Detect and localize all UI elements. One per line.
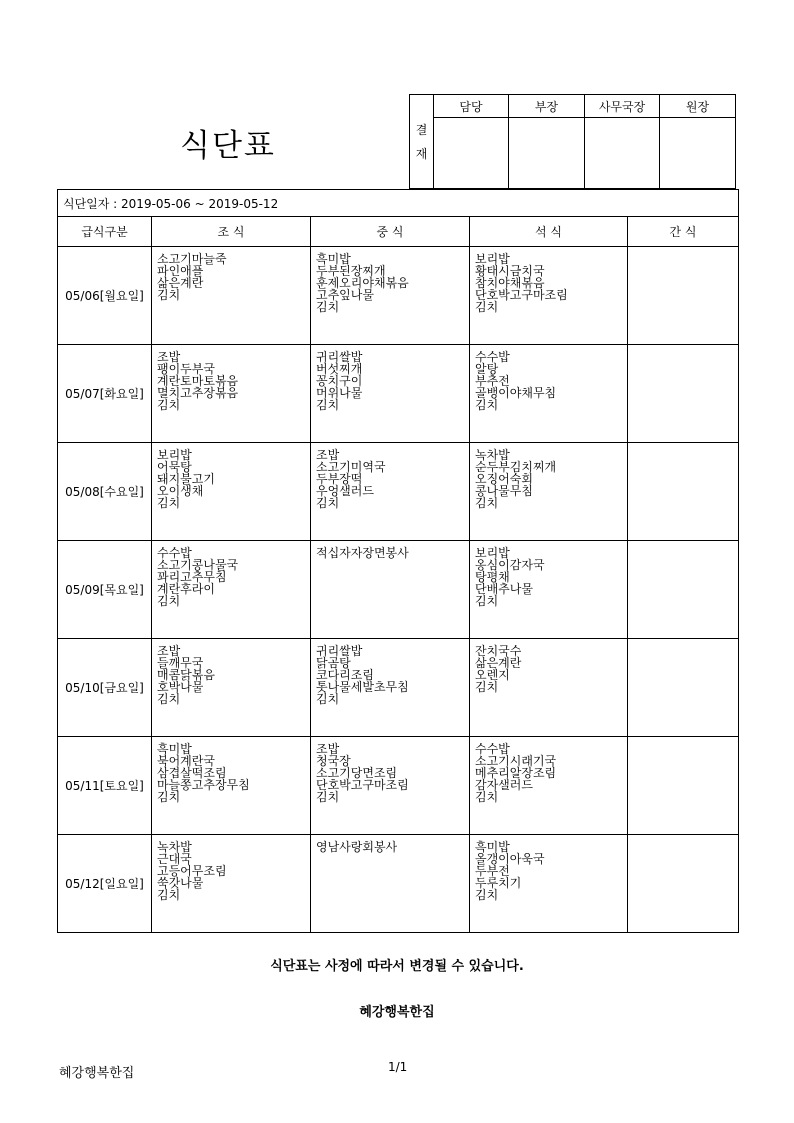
menu-item: 소고기미역국: [316, 460, 386, 474]
menu-item: 감자샐러드: [475, 778, 533, 792]
menu-item: 꽈리고추무침: [157, 570, 227, 584]
lunch-cell: [311, 737, 470, 835]
dinner-cell: [470, 639, 628, 737]
menu-item: 돼지불고기: [157, 472, 215, 486]
menu-item: 황태시금치국: [475, 264, 545, 278]
day-date: 05/06[월요일]: [58, 247, 152, 345]
menu-item: 김치: [475, 398, 499, 412]
menu-item: 김치: [475, 888, 499, 902]
menu-item: 적십자자장면봉사: [316, 546, 409, 560]
menu-item: 소고기시래기국: [475, 754, 557, 768]
snack-cell: [628, 443, 739, 541]
column-header: 급식구분: [58, 217, 152, 247]
day-row: [58, 247, 739, 345]
menu-item: 소고기콩나물국: [157, 558, 239, 572]
menu-item: 매콤닭볶음: [157, 668, 215, 682]
menu-item: 두루치기: [475, 876, 522, 890]
menu-item: 계란토마토볶음: [157, 374, 239, 388]
menu-item: 김치: [316, 790, 340, 804]
approval-box: [409, 94, 736, 189]
signature-cell[interactable]: [585, 118, 660, 189]
menu-item: 들깨무국: [157, 656, 204, 670]
menu-item: 고등어무조림: [157, 864, 227, 878]
snack-cell: [628, 247, 739, 345]
menu-item: 두부전: [475, 864, 510, 878]
column-header: 간 식: [628, 217, 739, 247]
menu-item: 머위나물: [316, 386, 363, 400]
lunch-cell: [311, 443, 470, 541]
menu-item: 김치: [157, 888, 181, 902]
menu-item: 꽁치구이: [316, 374, 363, 388]
menu-item: 김치: [316, 496, 340, 510]
lunch-cell: [311, 247, 470, 345]
breakfast-cell: [152, 835, 311, 933]
breakfast-cell: [152, 541, 311, 639]
menu-item: 부추전: [475, 374, 510, 388]
menu-item: 골뱅이야채무침: [475, 386, 557, 400]
menu-item: 마늘쫑고추장무침: [157, 778, 250, 792]
notice-text: 식단표는 사정에 따라서 변경될 수 있습니다.: [270, 959, 524, 974]
day-date: 05/08[수요일]: [58, 443, 152, 541]
menu-item: 고추잎나물: [316, 288, 374, 302]
menu-item: 호박나물: [157, 680, 204, 694]
day-date: 05/12[일요일]: [58, 835, 152, 933]
menu-item: 귀리쌀밥: [316, 644, 363, 658]
footer-organization: 혜강행복한집: [59, 1066, 135, 1081]
menu-item: 김치: [475, 594, 499, 608]
approval-side-char: 재: [415, 146, 428, 161]
organization-name: 혜강행복한집: [359, 1005, 435, 1020]
menu-item: 흑미밥: [316, 252, 351, 266]
day-date: 05/11[토요일]: [58, 737, 152, 835]
menu-item: 탕평채: [475, 570, 510, 584]
menu-item: 알탕: [475, 362, 499, 376]
menu-item: 잔치국수: [475, 644, 522, 658]
menu-item: 김치: [475, 496, 499, 510]
date-range: 식단일자 : 2019-05-06 ~ 2019-05-12: [58, 190, 739, 217]
menu-item: 영남사랑회봉사: [316, 840, 398, 854]
approval-side-char: 결: [415, 122, 428, 137]
menu-item: 보리밥: [475, 546, 510, 560]
signature-cell[interactable]: [509, 118, 585, 189]
menu-item: 녹차밥: [157, 840, 192, 854]
dinner-cell: [470, 737, 628, 835]
day-row: [58, 541, 739, 639]
dinner-cell: [470, 443, 628, 541]
menu-item: 참치야채볶음: [475, 276, 545, 290]
snack-cell: [628, 737, 739, 835]
menu-item: 김치: [475, 300, 499, 314]
signature-cell[interactable]: [660, 118, 736, 189]
day-row: [58, 835, 739, 933]
menu-item: 김치: [157, 692, 181, 706]
day-row: [58, 443, 739, 541]
menu-item: 콩나물무침: [475, 484, 533, 498]
menu-item: 계란후라이: [157, 582, 215, 596]
menu-item: 김치: [316, 300, 340, 314]
dinner-cell: [470, 247, 628, 345]
snack-cell: [628, 345, 739, 443]
menu-item: 소고기마늘죽: [157, 252, 227, 266]
menu-item: 김치: [157, 398, 181, 412]
menu-item: 삶은계란: [157, 276, 204, 290]
menu-item: 버섯찌개: [316, 362, 363, 376]
column-header: 중 식: [311, 217, 470, 247]
day-date: 05/10[금요일]: [58, 639, 152, 737]
approval-header: 사무국장: [585, 95, 660, 118]
approval-header: 원장: [660, 95, 736, 118]
menu-item: 김치: [157, 594, 181, 608]
snack-cell: [628, 541, 739, 639]
day-row: [58, 737, 739, 835]
menu-item: 청국장: [316, 754, 351, 768]
dinner-cell: [470, 835, 628, 933]
snack-cell: [628, 835, 739, 933]
dinner-cell: [470, 541, 628, 639]
breakfast-cell: [152, 737, 311, 835]
menu-item: 김치: [316, 398, 340, 412]
lunch-cell: [311, 639, 470, 737]
menu-item: 근대국: [157, 852, 192, 866]
menu-item: 순두부김치찌개: [475, 460, 557, 474]
menu-item: 김치: [157, 496, 181, 510]
menu-item: 닭곰탕: [316, 656, 351, 670]
menu-item: 조밥: [157, 350, 181, 364]
menu-item: 어묵탕: [157, 460, 192, 474]
breakfast-cell: [152, 247, 311, 345]
menu-item: 김치: [475, 680, 499, 694]
breakfast-cell: [152, 345, 311, 443]
menu-item: 김치: [475, 790, 499, 804]
menu-item: 훈제오리야채볶음: [316, 276, 409, 290]
menu-item: 흑미밥: [475, 840, 510, 854]
menu-item: 보리밥: [475, 252, 510, 266]
day-date: 05/09[목요일]: [58, 541, 152, 639]
menu-item: 메추리알장조림: [475, 766, 557, 780]
menu-item: 보리밥: [157, 448, 192, 462]
day-row: [58, 345, 739, 443]
menu-item: 수수밥: [157, 546, 192, 560]
approval-header: 부장: [509, 95, 585, 118]
breakfast-cell: [152, 443, 311, 541]
column-header: 조 식: [152, 217, 311, 247]
lunch-cell: [311, 835, 470, 933]
menu-item: 오렌지: [475, 668, 510, 682]
menu-item: 김치: [157, 288, 181, 302]
menu-item: 두부된장찌개: [316, 264, 386, 278]
menu-table: [57, 189, 739, 933]
menu-item: 코다리조림: [316, 668, 374, 682]
menu-item: 우엉샐러드: [316, 484, 374, 498]
lunch-cell: [311, 541, 470, 639]
menu-item: 오징어숙회: [475, 472, 533, 486]
menu-item: 단호박고구마조림: [316, 778, 409, 792]
menu-item: 멸치고추장볶음: [157, 386, 239, 400]
menu-item: 올갱이아욱국: [475, 852, 545, 866]
menu-item: 단호박고구마조림: [475, 288, 568, 302]
menu-item: 옹심이감자국: [475, 558, 545, 572]
dinner-cell: [470, 345, 628, 443]
day-date: 05/07[화요일]: [58, 345, 152, 443]
menu-item: 두부장떡: [316, 472, 363, 486]
signature-cell[interactable]: [434, 118, 509, 189]
breakfast-cell: [152, 639, 311, 737]
menu-item: 녹차밥: [475, 448, 510, 462]
menu-item: 톳나물세발초무침: [316, 680, 409, 694]
menu-item: 흑미밥: [157, 742, 192, 756]
menu-item: 김치: [157, 790, 181, 804]
lunch-cell: [311, 345, 470, 443]
menu-item: 삼겹살떡조림: [157, 766, 227, 780]
menu-item: 김치: [316, 692, 340, 706]
page-number: 1/1: [388, 1060, 408, 1074]
menu-item: 쑥갓나물: [157, 876, 204, 890]
page-title: 식단표: [180, 128, 276, 164]
menu-item: 팽이두부국: [157, 362, 215, 376]
day-row: [58, 639, 739, 737]
snack-cell: [628, 639, 739, 737]
menu-item: 북어계란국: [157, 754, 215, 768]
menu-item: 귀리쌀밥: [316, 350, 363, 364]
menu-item: 삶은계란: [475, 656, 522, 670]
column-header: 석 식: [470, 217, 628, 247]
menu-item: 조밥: [157, 644, 181, 658]
menu-item: 조밥: [316, 448, 340, 462]
menu-item: 파인애플: [157, 264, 204, 278]
menu-item: 수수밥: [475, 350, 510, 364]
menu-item: 단배추나물: [475, 582, 533, 596]
menu-item: 수수밥: [475, 742, 510, 756]
menu-item: 소고기당면조림: [316, 766, 398, 780]
approval-side-label: [410, 95, 434, 189]
menu-item: 조밥: [316, 742, 340, 756]
approval-header: 담당: [434, 95, 509, 118]
menu-item: 오이생채: [157, 484, 204, 498]
